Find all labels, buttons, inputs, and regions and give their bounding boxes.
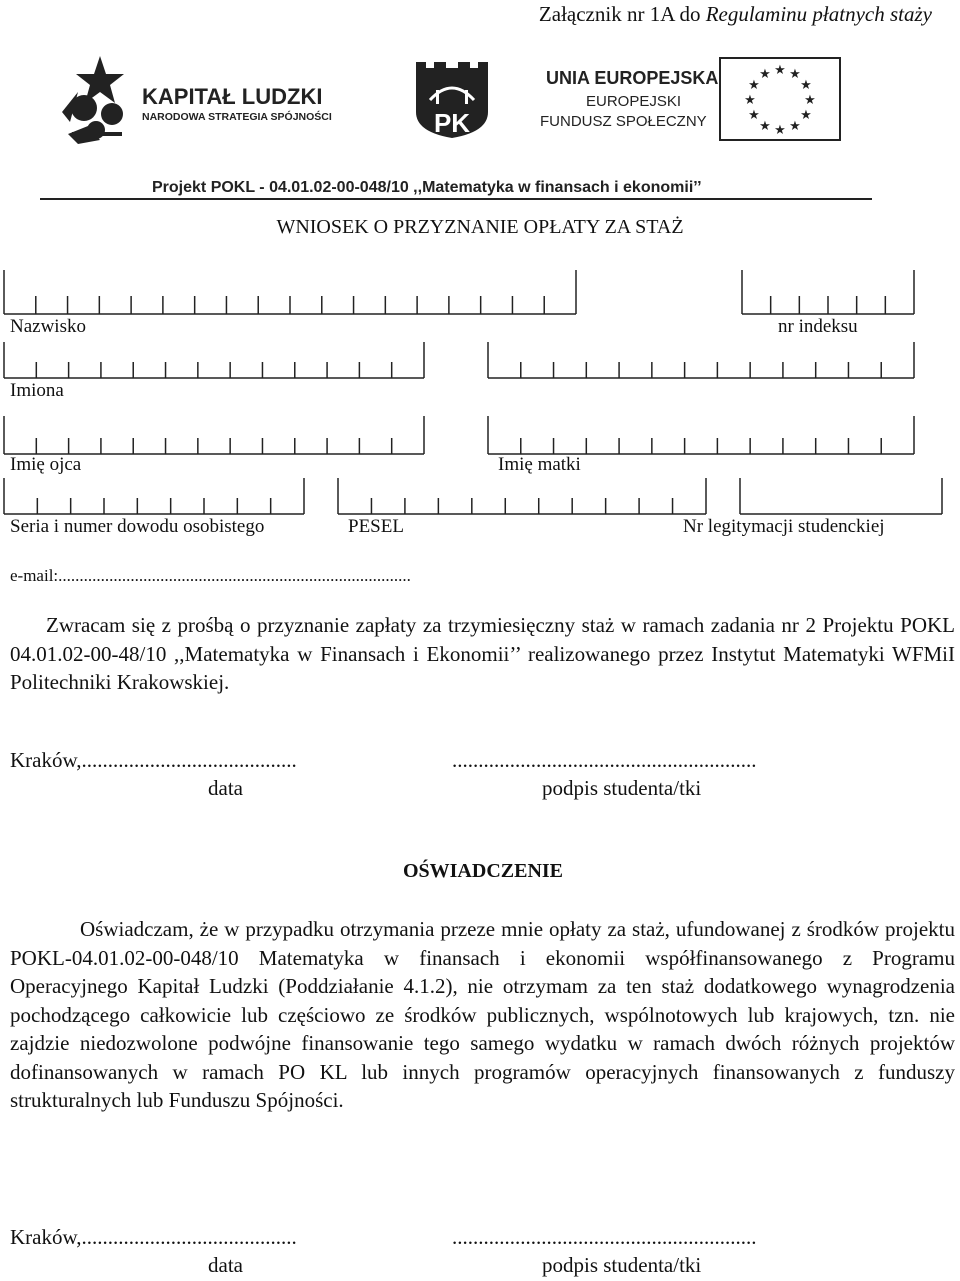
comb-fields xyxy=(0,262,960,522)
signature-dots-1: .......................................................... xyxy=(452,748,757,772)
kapital-line2: NARODOWA STRATEGIA SPÓJNOŚCI xyxy=(142,111,332,123)
imiona-comb-1 xyxy=(4,342,424,378)
email-field[interactable]: e-mail:................................................................................... xyxy=(10,566,411,585)
declaration-title: OŚWIADCZENIE xyxy=(402,860,564,882)
request-paragraph: Zwracam się z prośbą o przyznanie zapłaty za trzymiesięczny staż w ramach zadania nr 2 Projektu POKL 04.01.02-00-48/10 ,,Matematyka w Finansach i Ekonomii’’ realizowanego przez Instytut Matematyki WFMiI Politechniki Krakowskiej. xyxy=(10,613,955,694)
sign-label-1: podpis studenta/tki xyxy=(542,776,702,800)
imie-matki-comb xyxy=(488,416,914,454)
svg-text:★: ★ xyxy=(748,78,760,93)
logo-banner xyxy=(0,52,960,202)
label-dowod: Seria i numer dowodu osobistego xyxy=(10,516,265,537)
eu-line1: UNIA EUROPEJSKA xyxy=(546,68,719,88)
svg-text:★: ★ xyxy=(744,93,756,108)
pesel-comb xyxy=(338,478,706,514)
pk-text: PK xyxy=(433,108,471,138)
label-nazwisko: Nazwisko xyxy=(10,316,86,337)
label-imie-ojca: Imię ojca xyxy=(10,454,82,475)
kapital-line1: KAPITAŁ LUDZKI xyxy=(142,84,323,109)
eu-line3: FUNDUSZ SPOŁECZNY xyxy=(540,113,707,130)
sign-label-2: podpis studenta/tki xyxy=(542,1253,702,1277)
date-label-2: data xyxy=(208,1253,243,1277)
form-title: WNIOSEK O PRZYZNANIE OPŁATY ZA STAŻ xyxy=(276,216,684,238)
svg-text:★: ★ xyxy=(759,119,771,134)
svg-text:★: ★ xyxy=(800,78,812,93)
svg-text:★: ★ xyxy=(759,67,771,82)
pk-logo xyxy=(416,62,488,138)
svg-text:★: ★ xyxy=(774,123,786,138)
label-nr-indeksu: nr indeksu xyxy=(778,316,858,337)
eu-line2: EUROPEJSKI xyxy=(586,93,682,110)
label-imiona: Imiona xyxy=(10,380,64,401)
dowod-comb xyxy=(4,478,304,514)
annex-note: Załącznik nr 1A do Regulaminu płatnych staży xyxy=(538,2,932,26)
svg-text:★: ★ xyxy=(800,108,812,123)
imiona-comb-2 xyxy=(488,342,914,378)
label-legitymacja: Nr legitymacji studenckiej xyxy=(683,516,885,537)
project-line: Projekt POKL - 04.01.02-00-048/10 ,,Matematyka w finansach i ekonomii’’ xyxy=(152,179,702,196)
imie-ojca-comb xyxy=(4,416,424,454)
place-date-2: Kraków,......................................... xyxy=(10,1225,297,1249)
signature-dots-2: .......................................................... xyxy=(452,1225,757,1249)
declaration-paragraph: Oświadczam, że w przypadku otrzymania przeze mnie opłaty za staż, ufundowanej z środków projektu POKL-04.01.02-00-048/10 Matematyka w finansach i ekonomii współfinansowanego z Programu Operacyjnego Kapitał Ludzki (Poddziałanie 4.1.2), nie otrzymam za ten staż dodatkowego wynagrodzenia pochodzącego całkowicie lub częściowo ze środków publicznych, wspólnotowych lub krajowych, tzn. nie zajdzie niedozwolone podwójne finansowanie tego samego wydatku w ramach dwóch różnych projektów dofinansowanych w ramach PO KL lub innych programów operacyjnych finansowanych z funduszy strukturalnych lub Funduszu Spójności. xyxy=(10,917,955,1112)
label-imie-matki: Imię matki xyxy=(498,454,581,475)
svg-text:★: ★ xyxy=(789,67,801,82)
svg-text:★: ★ xyxy=(789,119,801,134)
svg-text:★: ★ xyxy=(748,108,760,123)
date-label-1: data xyxy=(208,776,243,800)
eu-flag-icon xyxy=(720,58,840,140)
eu-text-block xyxy=(540,68,718,130)
kapital-ludzki-logo xyxy=(62,56,332,144)
svg-text:★: ★ xyxy=(804,93,816,108)
legitymacja-comb xyxy=(740,478,942,514)
svg-text:★: ★ xyxy=(774,63,786,78)
label-pesel: PESEL xyxy=(348,516,404,537)
place-date-1: Kraków,......................................... xyxy=(10,748,297,772)
